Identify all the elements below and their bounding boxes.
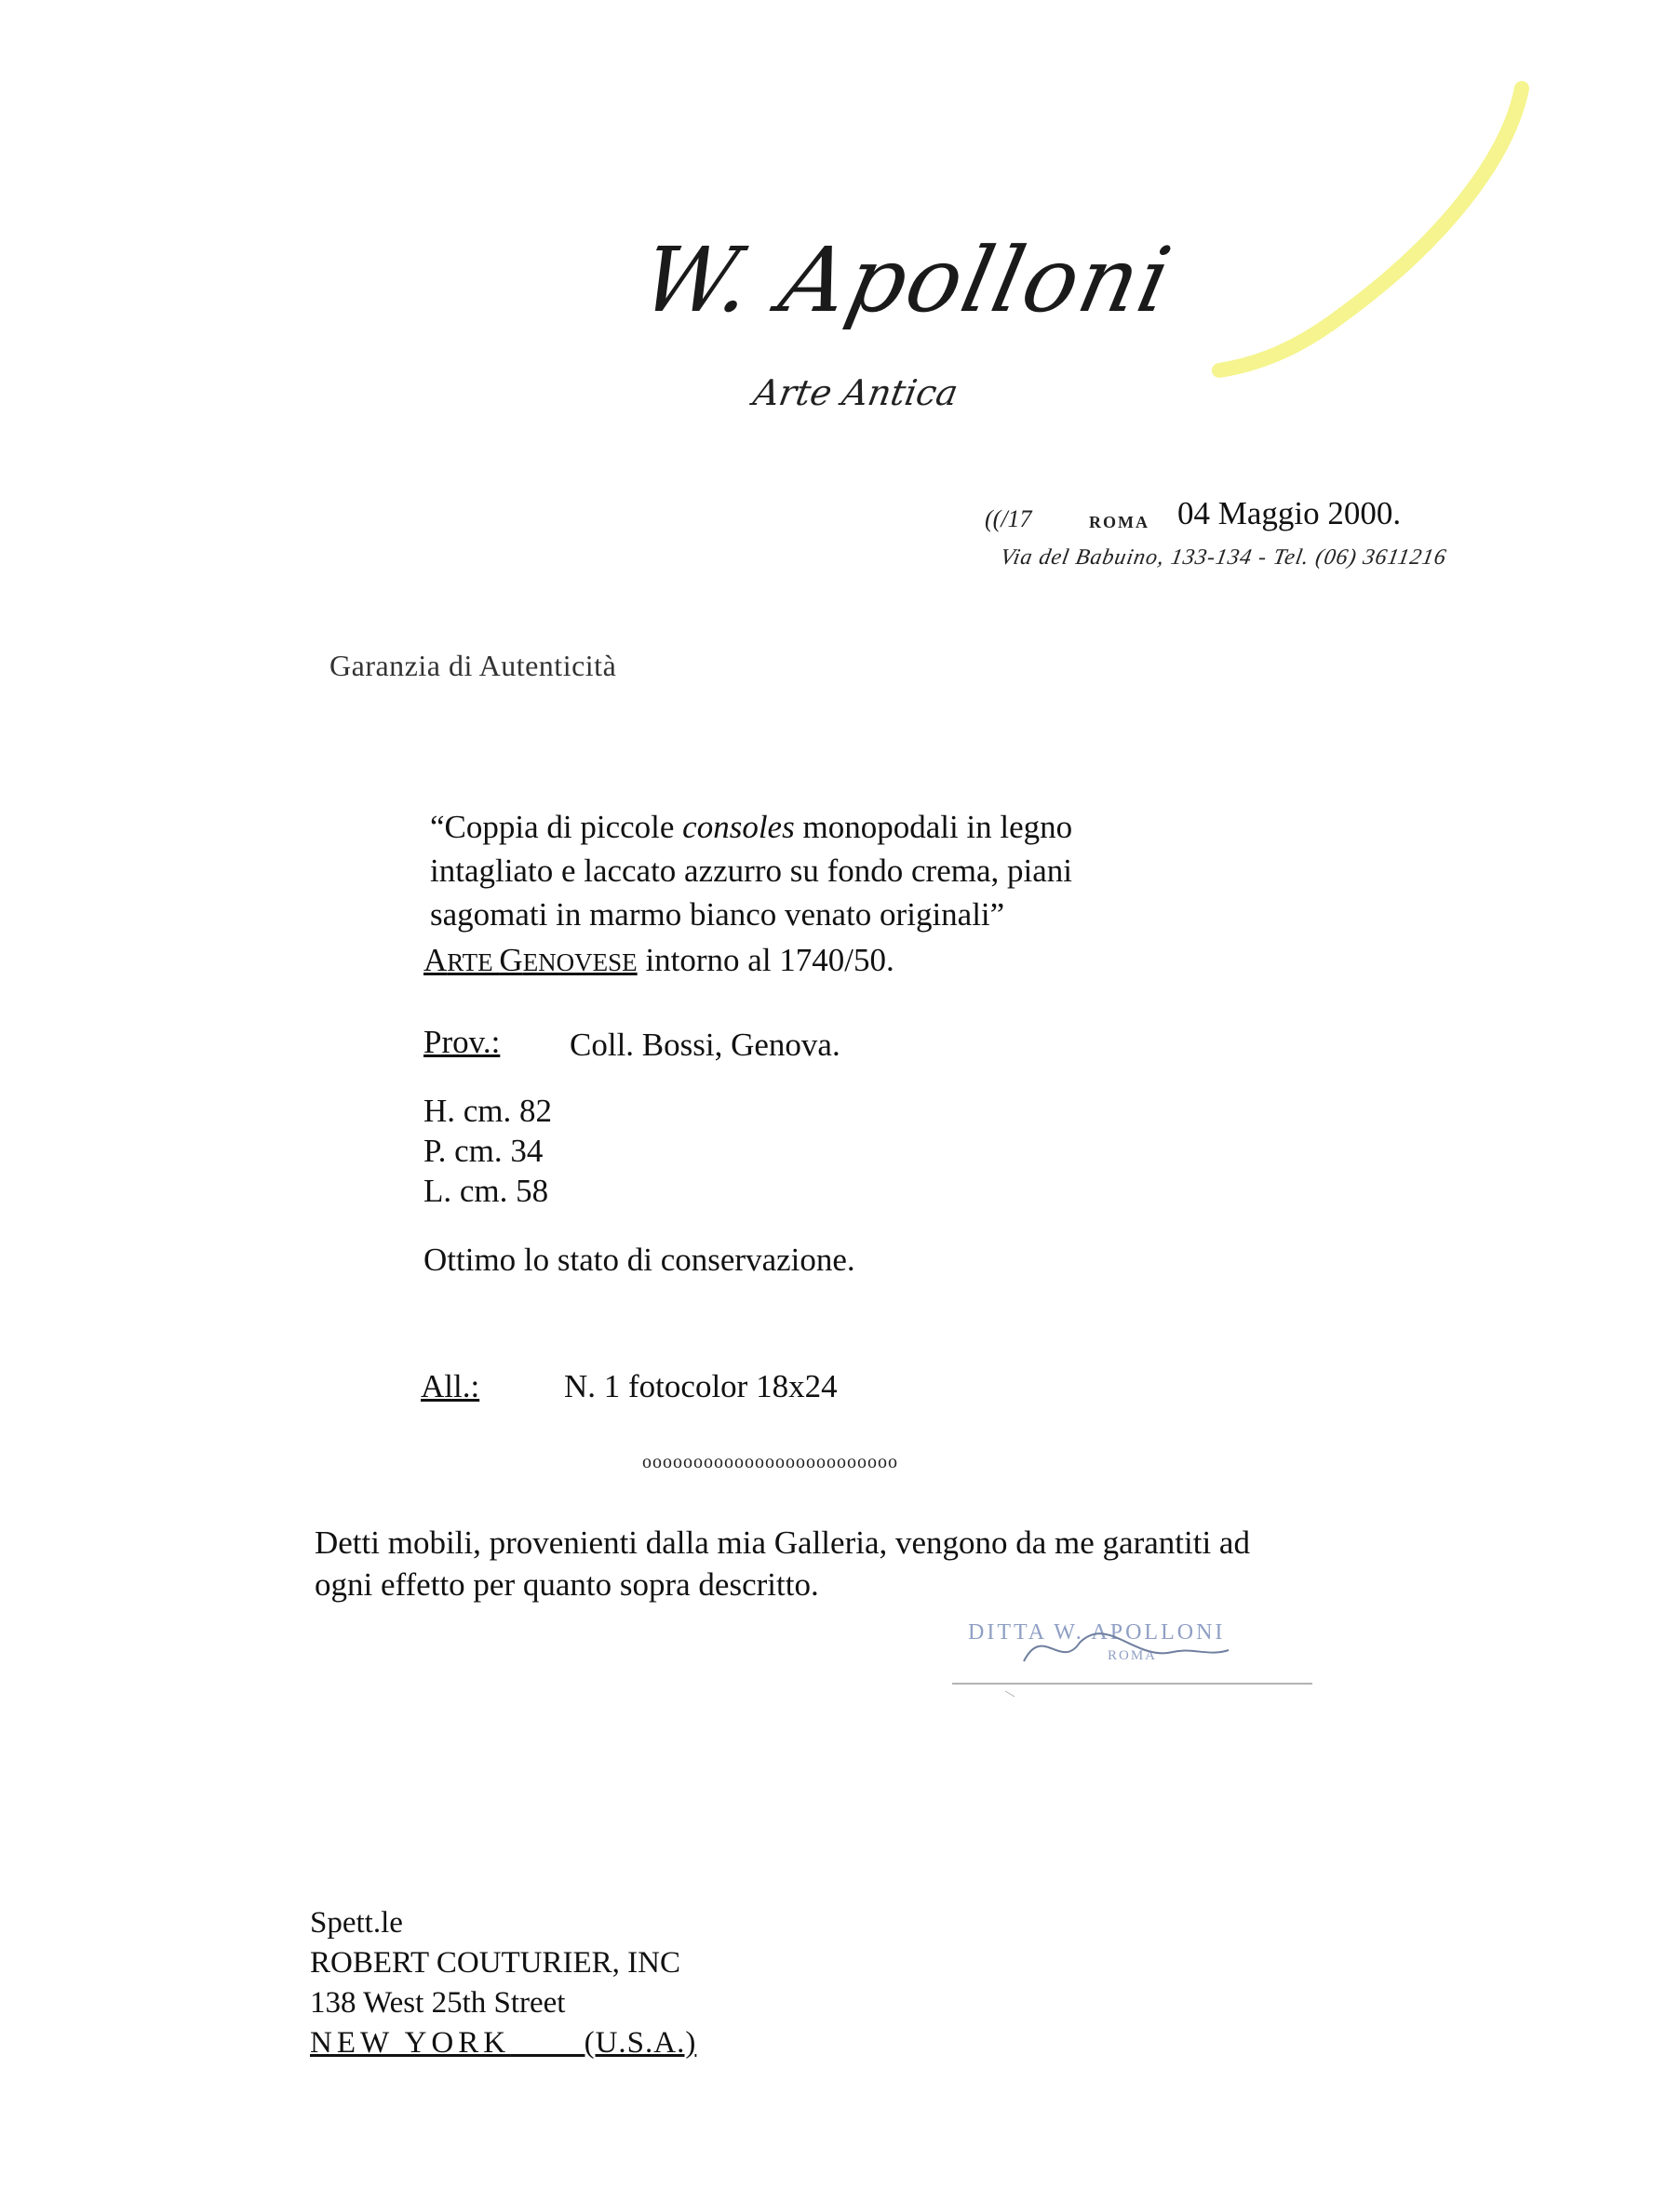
letter-date: 04 Maggio 2000. [1177, 495, 1402, 531]
document-title: Garanzia di Autenticità [329, 649, 617, 682]
recipient-address [310, 1903, 696, 2063]
stamp-subtext: ROMA [1108, 1648, 1158, 1663]
description-text: sagomati in marmo bianco venato originali” [430, 896, 1005, 933]
recipient-street: 138 West 25th Street [310, 1986, 566, 2020]
attachments-label: All.: [421, 1368, 480, 1404]
school-rest: RTE [447, 948, 500, 976]
provenance-label: Prov.: [423, 1024, 501, 1060]
separator-ornament: ooooooooooooooooooooooooo [642, 1452, 898, 1472]
recipient-country: (U.S.A.) [584, 2026, 697, 2060]
school-rest: ENOVESE [522, 948, 638, 976]
signature-line-mark [1005, 1691, 1015, 1697]
school-initial: A [423, 942, 448, 978]
attribution [423, 942, 894, 979]
letterhead-address: Via del Babuino, 133-134 - Tel. (06) 3611216 [998, 545, 1449, 570]
dimensions-list [423, 1091, 552, 1211]
recipient-company: ROBERT COUTURIER, INC [310, 1946, 681, 1980]
closing-line: Detti mobili, provenienti dalla mia Galleria, vengono da me garantiti ad [315, 1524, 1250, 1561]
description-text: “Coppia di piccole [430, 809, 683, 845]
school-initial: G [499, 942, 523, 978]
description-italic: consoles [682, 809, 795, 845]
condition-statement: Ottimo lo stato di conservazione. [423, 1242, 855, 1278]
description-line [430, 849, 1072, 893]
company-stamp [949, 1605, 1322, 1699]
recipient-city: NEW YORK [310, 2026, 511, 2060]
description-line [430, 893, 1072, 936]
description-text: intagliato e laccato azzurro su fondo crema, piani [430, 853, 1072, 889]
dating-text: intorno al 1740/50. [637, 942, 894, 978]
recipient-salutation: Spett.le [310, 1906, 403, 1940]
dimension-length: L. cm. 58 [423, 1173, 549, 1209]
item-description [430, 805, 1072, 936]
stamp-text: DITTA W. APOLLONI [968, 1620, 1226, 1645]
closing-statement [315, 1522, 1250, 1605]
provenance-value: Coll. Bossi, Genova. [570, 1027, 840, 1063]
dimension-depth: P. cm. 34 [423, 1133, 544, 1169]
description-line [430, 805, 1072, 849]
dimension-height: H. cm. 82 [423, 1093, 553, 1129]
recipient-city-line [310, 2023, 696, 2063]
letterhead-name: W. Apolloni [633, 228, 1182, 332]
highlighter-mark [1201, 74, 1554, 391]
description-text: monopodali in legno [794, 809, 1073, 845]
place-prefix: ((/17 [985, 505, 1032, 532]
closing-line: ogni effetto per quanto sopra descritto. [315, 1566, 819, 1603]
school-name [423, 942, 638, 978]
letterhead-subtitle: Arte Antica [750, 372, 961, 413]
attachments-value: N. 1 fotocolor 18x24 [564, 1368, 838, 1404]
place-city: ROMA [1089, 513, 1149, 531]
